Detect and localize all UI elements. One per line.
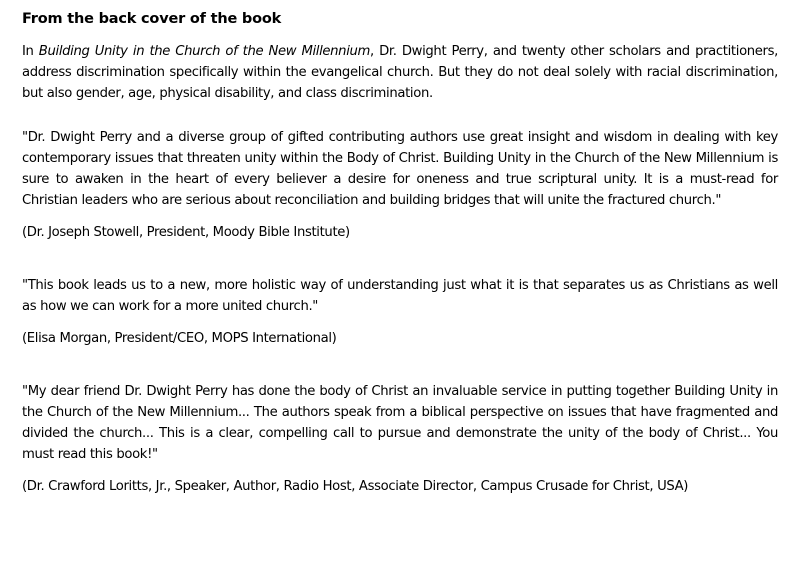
intro-book-title: Building Unity in the Church of the New Millennium xyxy=(38,44,371,59)
quote-text: "My dear friend Dr. Dwight Perry has done the body of Christ an invaluable service in putting together Building Unity in the Church of the New Millennium... The authors speak from a biblical perspective on issues that have fragmented and divided the church... This is a clear, compelling call to pursue and demonstrate the unity of the body of Christ... You must read this book!" xyxy=(22,384,778,462)
intro-paragraph xyxy=(22,41,778,104)
intro-suffix: , Dr. Dwight Perry, and twenty other scholars and practitioners, address discrimination specifically within the evangelical church. But they do not deal solely with racial discrimination, but also gender, age, physical disability, and class discrimination. xyxy=(22,44,778,101)
section-heading: From the back cover of the book xyxy=(22,11,282,27)
spacer xyxy=(22,465,778,476)
quote-attribution: (Elisa Morgan, President/CEO, MOPS International) xyxy=(22,331,337,346)
spacer xyxy=(22,317,778,328)
intro-prefix: In xyxy=(22,44,39,59)
spacer xyxy=(22,211,778,222)
quote-attribution: (Dr. Joseph Stowell, President, Moody Bible Institute) xyxy=(22,225,350,240)
quote-attribution: (Dr. Crawford Loritts, Jr., Speaker, Author, Radio Host, Associate Director, Campus Crusade for Christ, USA) xyxy=(22,479,689,494)
spacer xyxy=(22,104,778,127)
back-cover-text xyxy=(22,9,778,497)
quote-text: "This book leads us to a new, more holistic way of understanding just what it is that separates us as Christians as well as how we can work for a more united church." xyxy=(22,278,778,314)
spacer xyxy=(22,349,778,381)
quote-text: "Dr. Dwight Perry and a diverse group of gifted contributing authors use great insight and wisdom in dealing with key contemporary issues that threaten unity within the Body of Christ. Building Unity in the Church of the New Millennium is sure to awaken in the heart of every believer a desire for oneness and true scriptural unity. It is a must-read for Christian leaders who are serious about reconciliation and building bridges that will unite the fractured church." xyxy=(22,130,778,208)
spacer xyxy=(22,243,778,275)
